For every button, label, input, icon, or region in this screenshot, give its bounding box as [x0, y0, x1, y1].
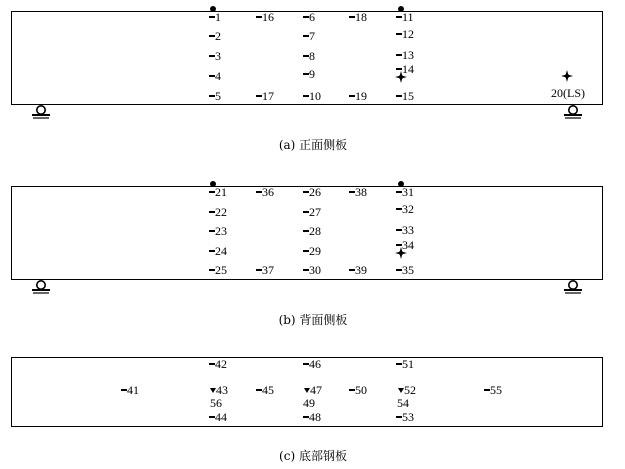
gauge-label: 45 [262, 383, 274, 397]
gauge-label: 46 [309, 357, 321, 371]
gauge-label: 51 [402, 357, 414, 371]
gauge-label: 25 [215, 263, 227, 277]
gauge-label: 41 [127, 383, 139, 397]
gauge-label: 11 [402, 10, 414, 24]
gauge-label: 4 [215, 69, 221, 83]
gauge-label: 7 [309, 29, 315, 43]
gauge-label: 37 [262, 263, 274, 277]
gauge-label: 27 [309, 205, 321, 219]
rosette-label: 47 [310, 383, 322, 397]
gauge-label: 26 [309, 185, 321, 199]
gauge-label: 14 [402, 62, 414, 76]
sensor-star-icon [561, 70, 573, 82]
gauge-label: 39 [355, 263, 367, 277]
gauge-label: 16 [262, 10, 274, 24]
gauge-label: 18 [355, 10, 367, 24]
gauge-label: 9 [309, 67, 315, 81]
gauge-label: 24 [215, 244, 227, 258]
gauge-label: 10 [309, 89, 321, 103]
gauge-label: 30 [309, 263, 321, 277]
gauge-label: 38 [355, 185, 367, 199]
rosette-label-below: 49 [303, 396, 315, 410]
gauge-label: 31 [402, 185, 414, 199]
gauge-label: 32 [402, 202, 414, 216]
gauge-label: 29 [309, 244, 321, 258]
gauge-label: 36 [262, 185, 274, 199]
sensor-star-icon [395, 247, 407, 259]
gauge-label: 17 [262, 89, 274, 103]
gauge-label: 21 [215, 185, 227, 199]
rosette-label-below: 56 [210, 396, 222, 410]
support-icon [563, 280, 583, 296]
panel-b-beam [11, 186, 603, 280]
gauge-label: 55 [490, 383, 502, 397]
support-icon [563, 105, 583, 121]
gauge-label: 28 [309, 224, 321, 238]
gauge-label: 6 [309, 10, 315, 24]
gauge-label: 12 [402, 27, 414, 41]
panel-a-caption: (a) 正面侧板 [278, 138, 348, 152]
gauge-label: 15 [402, 89, 414, 103]
panel-c-caption: (c) 底部钢板 [279, 449, 347, 463]
gauge-label: 3 [215, 49, 221, 63]
sensor-star-icon [395, 71, 407, 83]
gauge-label: 48 [309, 410, 321, 424]
gauge-label: 42 [215, 357, 227, 371]
gauge-label: 8 [309, 49, 315, 63]
gauge-label: 33 [402, 223, 414, 237]
panel-b-caption: (b) 背面侧板 [278, 313, 348, 327]
gauge-label: 34 [402, 238, 414, 252]
rosette-label-below: 54 [397, 396, 409, 410]
gauge-label: 35 [402, 263, 414, 277]
gauge-label: 2 [215, 29, 221, 43]
gauge-label: 5 [215, 89, 221, 103]
rosette-label: 43 [216, 383, 228, 397]
gauge-label: 23 [215, 224, 227, 238]
gauge-label: 44 [215, 410, 227, 424]
gauge-label: 50 [355, 383, 367, 397]
gauge-label: 22 [215, 205, 227, 219]
rosette-label: 52 [404, 383, 416, 397]
gauge-label: 19 [355, 89, 367, 103]
gauge-label: 53 [402, 410, 414, 424]
sensor-label: 20(LS) [551, 86, 585, 100]
gauge-label: 13 [402, 48, 414, 62]
gauge-label: 1 [215, 10, 221, 24]
support-icon [31, 105, 51, 121]
support-icon [31, 280, 51, 296]
panel-a-beam [11, 11, 603, 105]
